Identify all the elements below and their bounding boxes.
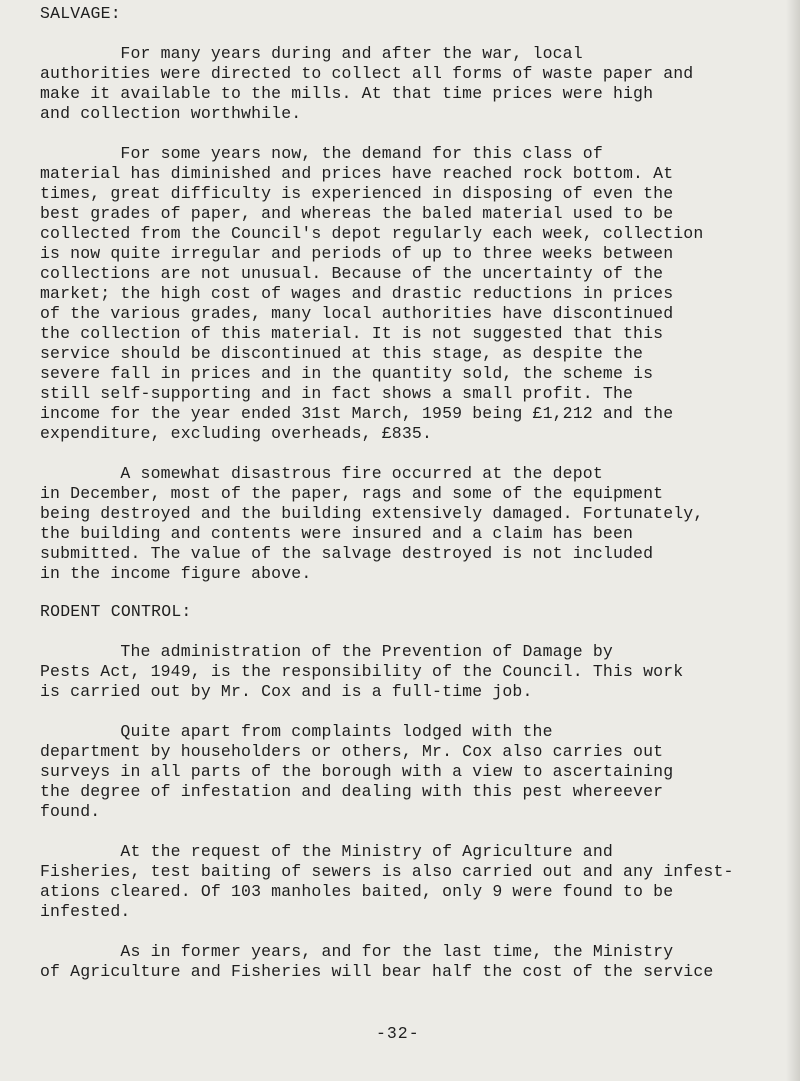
text-line: the collection of this material. It is not suggested that this <box>40 324 664 343</box>
text-line: in the income figure above. <box>40 564 312 583</box>
page-edge-shadow <box>786 0 800 1081</box>
text-line: being destroyed and the building extensively damaged. Fortunately, <box>40 504 704 523</box>
text-line: department by householders or others, Mr. Cox also carries out <box>40 742 664 761</box>
text-line: expenditure, excluding overheads, £835. <box>40 424 433 443</box>
text-line: A somewhat disastrous fire occurred at the depot <box>40 464 603 483</box>
text-line: As in former years, and for the last time, the Ministry <box>40 942 674 961</box>
text-line: For some years now, the demand for this class of <box>40 144 603 163</box>
text-line: times, great difficulty is experienced in disposing of even the <box>40 184 674 203</box>
text-line: Fisheries, test baiting of sewers is also carried out and any infest- <box>40 862 734 881</box>
text-line: collections are not unusual. Because of the uncertainty of the <box>40 264 664 283</box>
salvage-heading: SALVAGE: <box>40 4 121 23</box>
text-line: ations cleared. Of 103 manholes baited, only 9 were found to be <box>40 882 674 901</box>
text-line: At the request of the Ministry of Agriculture and <box>40 842 613 861</box>
text-line: surveys in all parts of the borough with a view to ascertaining <box>40 762 674 781</box>
text-line: of the various grades, many local authorities have discontinued <box>40 304 674 323</box>
text-line: in December, most of the paper, rags and some of the equipment <box>40 484 664 503</box>
text-line: still self-supporting and in fact shows a small profit. The <box>40 384 634 403</box>
text-line: best grades of paper, and whereas the baled material used to be <box>40 204 674 223</box>
text-line: make it available to the mills. At that time prices were high <box>40 84 654 103</box>
text-line: is carried out by Mr. Cox and is a full-time job. <box>40 682 533 701</box>
text-line: submitted. The value of the salvage destroyed is not included <box>40 544 654 563</box>
text-line: found. <box>40 802 101 821</box>
text-line: is now quite irregular and periods of up to three weeks between <box>40 244 674 263</box>
text-line: For many years during and after the war, local <box>40 44 583 63</box>
text-line: collected from the Council's depot regularly each week, collection <box>40 224 704 243</box>
page-number: -32- <box>376 1024 420 1043</box>
text-line: material has diminished and prices have reached rock bottom. At <box>40 164 674 183</box>
text-line: income for the year ended 31st March, 1959 being £1,212 and the <box>40 404 674 423</box>
text-line: market; the high cost of wages and drastic reductions in prices <box>40 284 674 303</box>
text-line: authorities were directed to collect all forms of waste paper and <box>40 64 694 83</box>
text-line: Quite apart from complaints lodged with the <box>40 722 553 741</box>
rodent-control-heading: RODENT CONTROL: <box>40 602 192 621</box>
text-line: infested. <box>40 902 131 921</box>
text-line: the degree of infestation and dealing with this pest whereever <box>40 782 664 801</box>
text-line: The administration of the Prevention of Damage by <box>40 642 613 661</box>
text-line: Pests Act, 1949, is the responsibility of the Council. This work <box>40 662 684 681</box>
text-line: and collection worthwhile. <box>40 104 302 123</box>
text-line: the building and contents were insured and a claim has been <box>40 524 634 543</box>
text-line: of Agriculture and Fisheries will bear half the cost of the service <box>40 962 714 981</box>
text-line: severe fall in prices and in the quantity sold, the scheme is <box>40 364 654 383</box>
text-line: service should be discontinued at this stage, as despite the <box>40 344 644 363</box>
